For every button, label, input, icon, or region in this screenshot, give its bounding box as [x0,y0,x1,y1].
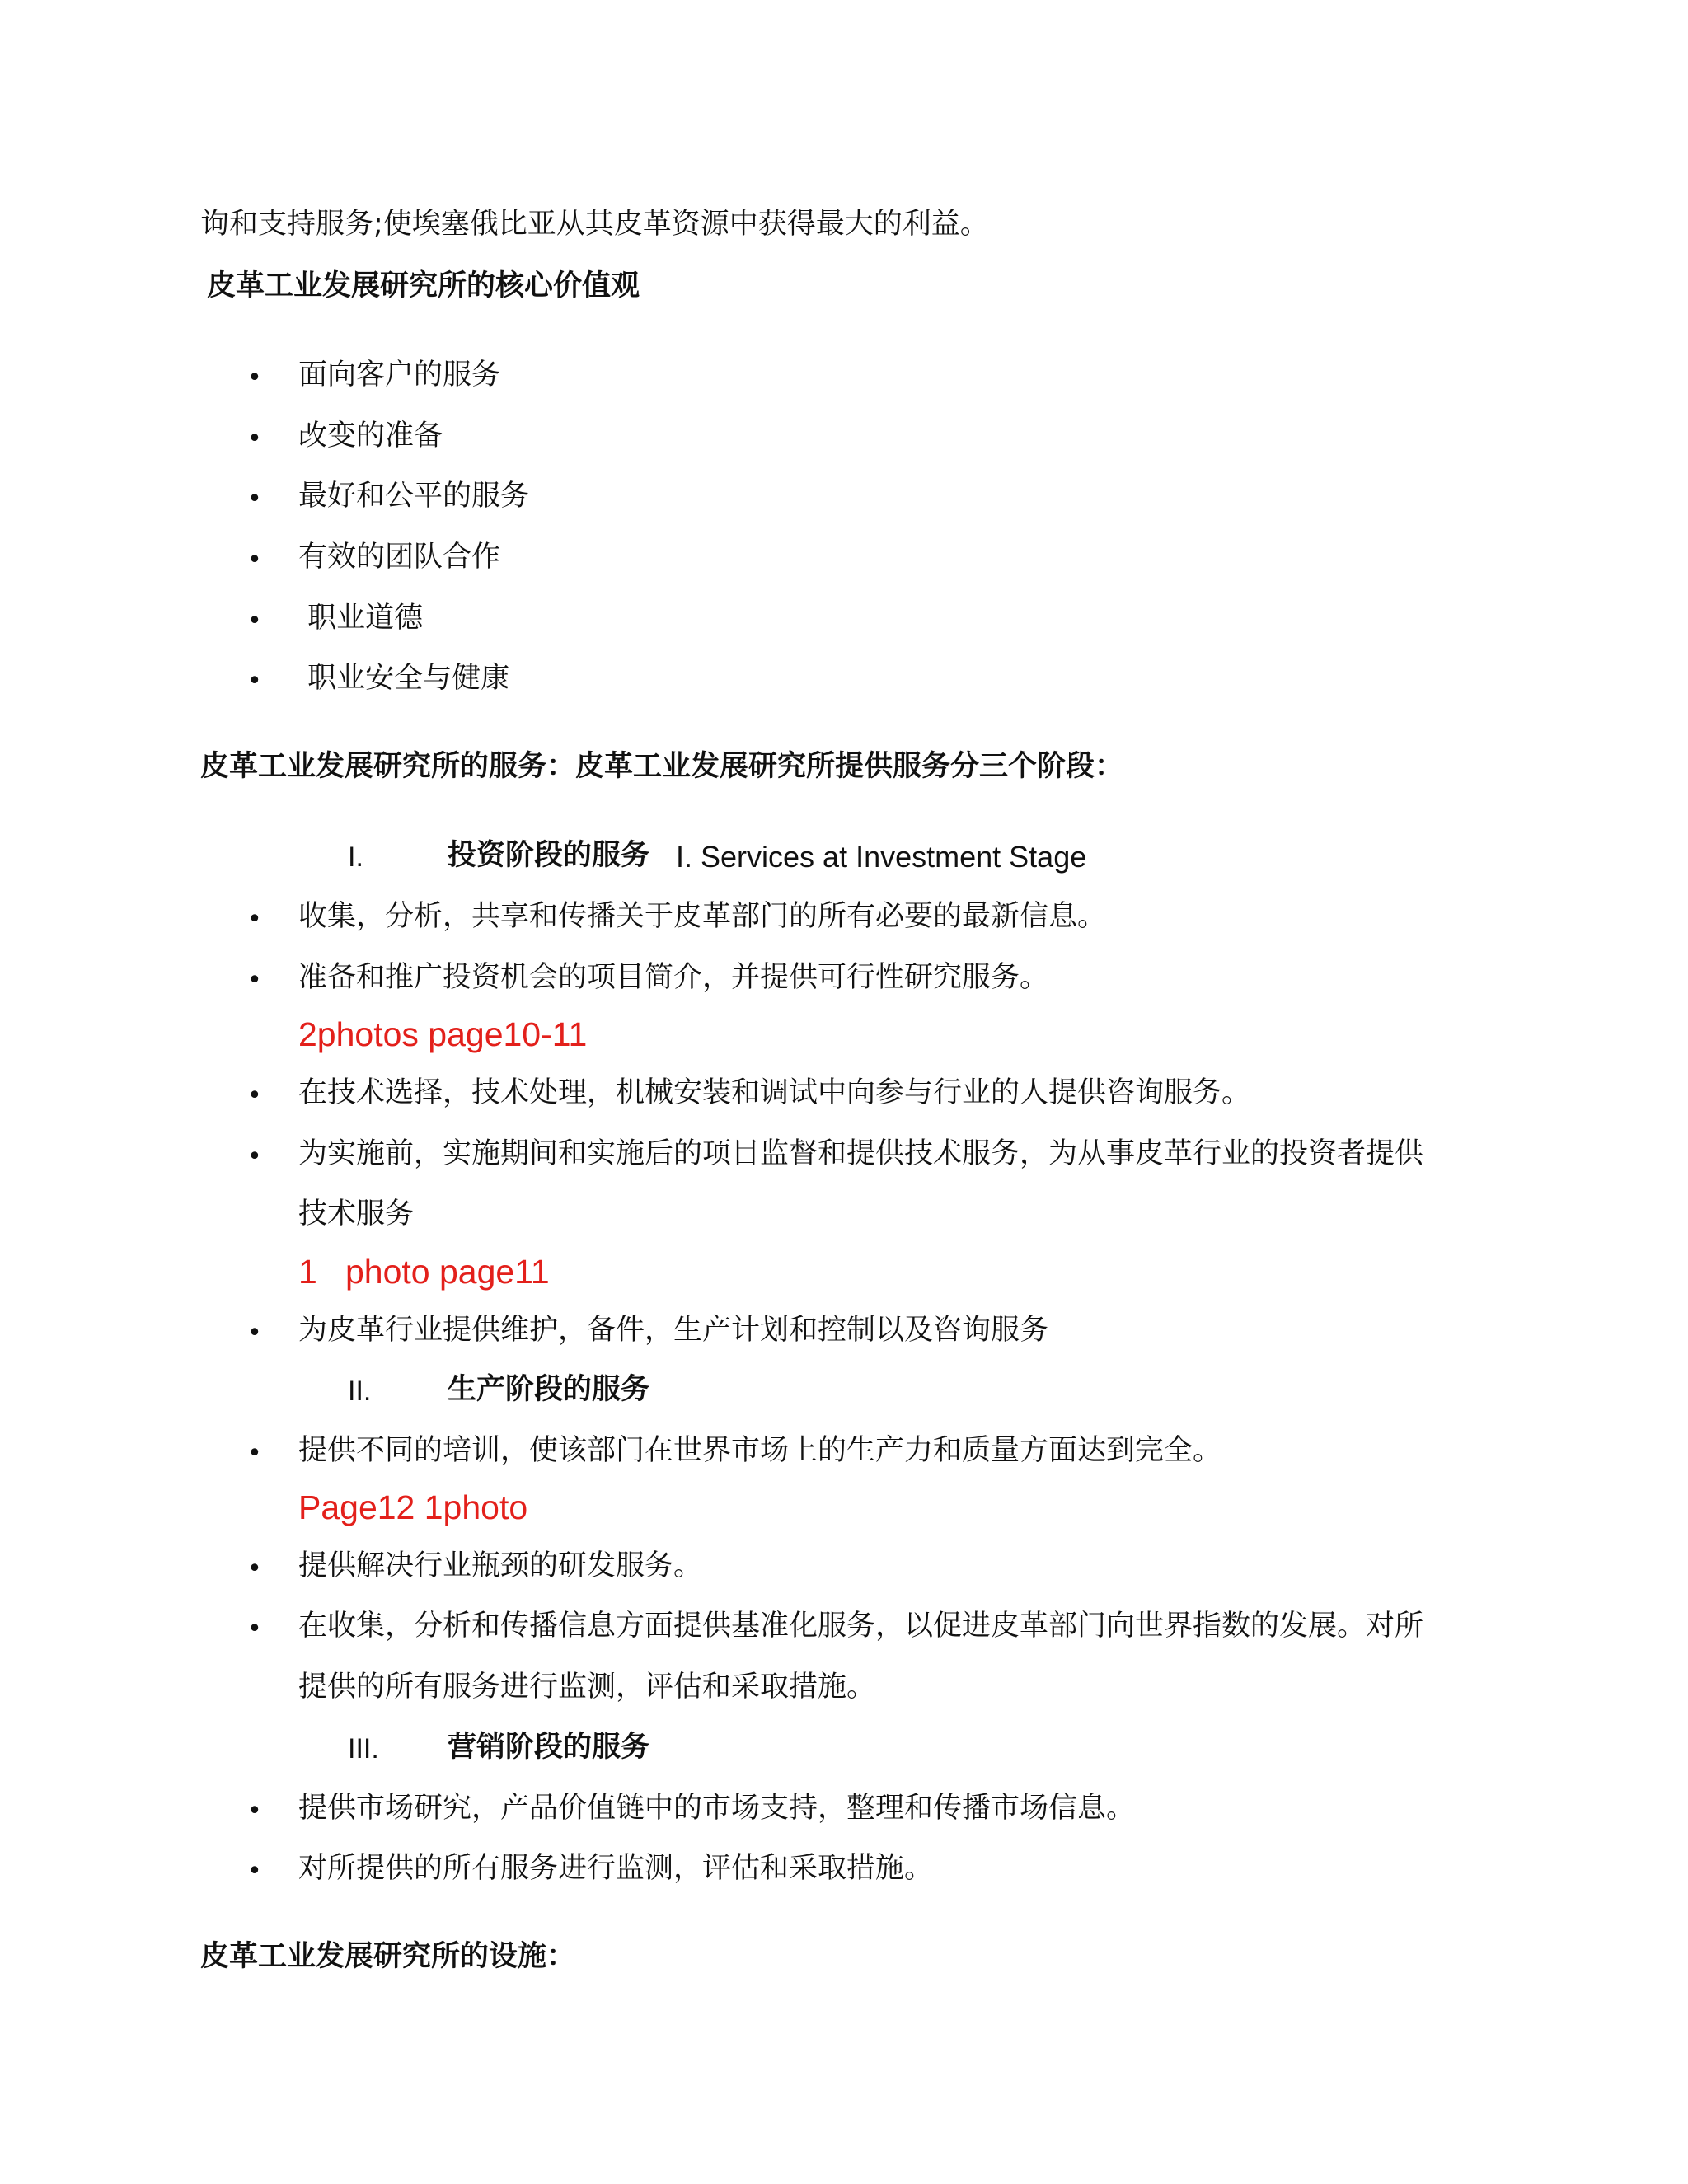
stage-1-title: 投资阶段的服务 [448,839,650,872]
bullet-icon: • [247,1439,262,1468]
bullet-icon: • [247,1615,262,1643]
list-item: 提供解决行业瓶颈的研发服务。 [298,1549,703,1582]
stage-1-title-en: I. Services at Investment Stage [676,840,1087,874]
bullet-icon: • [247,424,262,453]
stage-1-numeral: I. [348,841,363,873]
list-item: 为皮革行业提供维护，备件，生产计划和控制以及咨询服务 [298,1314,1049,1347]
photo-note: 2photos page10-11 [298,1015,588,1053]
list-item: 为实施前，实施期间和实施后的项目监督和提供技术服务，为从事皮革行业的投资者提供 [298,1137,1424,1170]
list-item: 提供市场研究，产品价值链中的市场支持，整理和传播市场信息。 [298,1792,1136,1825]
list-item: 准备和推广投资机会的项目简介，并提供可行性研究服务。 [298,961,1049,994]
intro-line: 询和支持服务;使埃塞俄比亚从其皮革资源中获得最大的利益。 [200,208,989,241]
stage-2-numeral: II. [348,1376,372,1407]
facilities-heading: 皮革工业发展研究所的设施： [200,1940,576,1973]
bullet-icon: • [247,905,262,934]
bullet-icon: • [247,1142,262,1171]
list-item: 在收集，分析和传播信息方面提供基准化服务，以促进皮革部门向世界指数的发展。对所 [298,1610,1424,1643]
list-item: 职业道德 [298,602,424,635]
list-item-continuation: 提供的所有服务进行监测，评估和采取措施。 [298,1671,876,1704]
bullet-icon: • [247,1857,262,1886]
list-item: 在技术选择，技术处理，机械安装和调试中向参与行业的人提供咨询服务。 [298,1076,1251,1109]
bullet-icon: • [247,607,262,635]
photo-note: Page12 1photo [298,1488,528,1526]
bullet-icon: • [247,485,262,513]
photo-note: 1 photo page11 [298,1253,550,1291]
list-item: 改变的准备 [298,419,443,452]
bullet-icon: • [247,1554,262,1583]
stage-3-title: 营销阶段的服务 [448,1731,650,1764]
list-item: 收集，分析，共享和传播关于皮革部门的所有必要的最新信息。 [298,900,1107,933]
stage-3-numeral: III. [348,1733,379,1765]
list-item: 对所提供的所有服务进行监测，评估和采取措施。 [298,1852,934,1885]
bullet-icon: • [247,363,262,392]
bullet-icon: • [247,1081,262,1110]
list-item: 有效的团队合作 [298,541,501,574]
list-item: 提供不同的培训，使该部门在世界市场上的生产力和质量方面达到完全。 [298,1434,1222,1467]
list-item: 面向客户的服务 [298,359,501,391]
services-heading: 皮革工业发展研究所的服务：皮革工业发展研究所提供服务分三个阶段： [200,750,1124,783]
stage-2-title: 生产阶段的服务 [448,1373,650,1406]
list-item-continuation: 技术服务 [298,1197,415,1230]
list-item: 最好和公平的服务 [298,480,530,513]
bullet-icon: • [247,667,262,696]
bullet-icon: • [247,546,262,574]
bullet-icon: • [247,1319,262,1347]
core-values-heading: 皮革工业发展研究所的核心价值观 [207,269,640,302]
bullet-icon: • [247,1797,262,1825]
bullet-icon: • [247,966,262,995]
list-item: 职业安全与健康 [298,662,510,695]
